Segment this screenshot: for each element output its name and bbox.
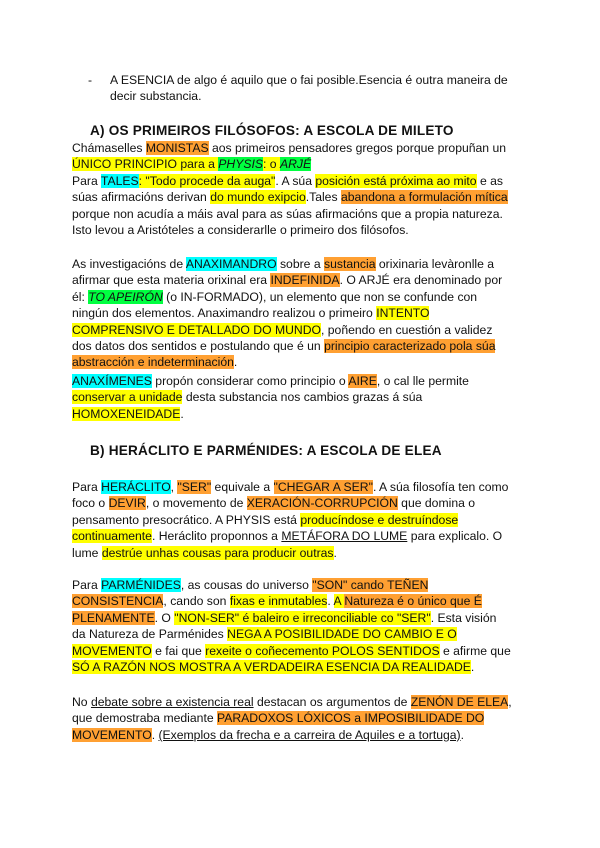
text-run: .: [180, 406, 184, 421]
text-run: .: [470, 660, 475, 675]
text-run: sobre a: [276, 257, 325, 271]
text-run: , as cousas do universo: [180, 578, 313, 592]
highlighted-text: SÓ A RAZÓN NOS MOSTRA A VERDADEIRA ESENCIA DA REALIDADE: [72, 660, 471, 675]
text-run: . A súa: [275, 173, 316, 188]
section-a-heading: A) OS PRIMEIROS FILÓSOFOS: A ESCOLA DE MILETO: [90, 123, 454, 138]
text-run: As investigacións de: [72, 257, 186, 271]
text-run: porque non acudía a máis aval para as súas afirmacións que a propia natureza. Isto levou a Aristóteles a considerarlle o primeiro dos filósofos.: [72, 206, 503, 238]
highlighted-text: AIRE: [348, 374, 377, 388]
highlighted-text: INDEFINIDA: [270, 273, 340, 288]
text-run: . O: [154, 610, 175, 625]
text-run: .Tales: [305, 190, 341, 205]
highlighted-text: PARADOXOS LÓXICOS a IMPOSIBILIDADE DO MOVEMENTO: [72, 711, 485, 742]
text-run: . O ARJÉ era denominado por él:: [72, 273, 503, 304]
text-run: Para: [72, 480, 102, 494]
text-run: ,: [170, 480, 178, 494]
text-run: Chámaselles: [72, 141, 146, 155]
text-run: . Heráclito proponnos a: [151, 529, 282, 544]
text-run: aos primeiros pensadores gregos porque propuñan un: [208, 141, 507, 155]
highlighted-text: : "Todo procede da auga": [138, 173, 276, 188]
text-run: , cando son: [163, 594, 230, 609]
text-run: No: [72, 695, 91, 709]
highlighted-text: "CHEGAR A SER": [273, 480, 373, 494]
highlighted-text: TO APEIRÓN: [88, 289, 163, 304]
highlighted-text: TALES: [100, 173, 139, 188]
text-run: orixinaria levàronlle a afirmar que esta materia orixinal era: [72, 257, 495, 288]
highlighted-text: NEGA A POSIBILIDADE DO CAMBIO E O MOVEMENTO: [72, 627, 457, 658]
text-run: METÁFORA DO LUME: [281, 529, 408, 544]
highlighted-text: destrúe unhas cousas para producir outras: [101, 545, 334, 560]
highlighted-text: posición está próxima ao mito: [315, 173, 477, 188]
text-run: .: [151, 727, 159, 742]
bullet-text: A ESENCIA de algo é aquilo que o fai posible.Esencia é outra maneira de decir substancia.: [110, 73, 508, 104]
text-run: debate sobre a existencia real: [90, 695, 254, 709]
highlighted-text: PARMÉNIDES: [101, 578, 181, 592]
highlighted-text: ZENÓN DE ELEA: [410, 695, 509, 709]
section-b-paragraph-2: [72, 577, 512, 675]
highlighted-text: MONISTAS: [145, 141, 209, 155]
highlighted-text: DEVIR: [108, 496, 146, 511]
bullet-dash: -: [88, 73, 93, 87]
text-run: .: [327, 594, 334, 609]
highlighted-text: producíndose e destruíndose continuamente: [72, 512, 459, 544]
section-a-paragraph-1: [72, 140, 512, 238]
highlighted-text: XERACIÓN-CORRUPCIÓN: [246, 496, 398, 511]
text-run: .: [460, 727, 464, 742]
highlighted-text: "NON-SER" é baleiro e irreconciliable co "SER": [174, 610, 431, 625]
text-run: e fai que: [151, 643, 206, 658]
text-run: destacan os argumentos de: [253, 695, 411, 709]
highlighted-text: HOMOXENEIDADE: [72, 406, 181, 421]
section-a-paragraph-3: [72, 373, 512, 422]
text-run: .: [233, 355, 238, 370]
highlighted-text: ARJÉ: [279, 157, 312, 172]
section-b-heading: B) HERÁCLITO E PARMÉNIDES: A ESCOLA DE ELEA: [90, 443, 442, 458]
section-b-paragraph-1: [72, 479, 512, 561]
highlighted-text: rexeite o coñecemento POLOS SENTIDOS: [205, 643, 440, 658]
highlighted-text: HERÁCLITO: [101, 480, 171, 494]
highlighted-text: A: [333, 594, 345, 609]
highlighted-text: principio caracterizado pola súa abstracción e indeterminación: [72, 339, 496, 370]
highlighted-text: PHYSIS: [218, 157, 264, 172]
section-a-paragraph-2: [72, 256, 512, 371]
highlighted-text: sustancia: [324, 257, 376, 271]
highlighted-text: INTENTO COMPRENSIVO E DETALLADO DO MUNDO: [72, 306, 430, 337]
highlighted-text: Natureza é o único que É PLENAMENTE: [72, 594, 482, 625]
text-run: . A súa filosofía ten como foco o: [72, 480, 509, 511]
highlighted-text: fixas e inmutables: [229, 594, 328, 609]
highlighted-text: ÚNICO PRINCIPIO para a: [72, 157, 219, 172]
text-run: desta substancia nos cambios grazas á súa: [182, 390, 423, 405]
highlighted-text: ANAXIMANDRO: [185, 257, 277, 271]
text-run: propón considerar como principio o: [151, 374, 349, 388]
text-run: e afirme que: [439, 643, 511, 658]
highlighted-text: : o: [263, 157, 280, 172]
text-run: para explicalo. O lume: [72, 529, 503, 560]
highlighted-text: do mundo exipcio: [210, 190, 306, 205]
highlighted-text: "SON" cando TEÑEN CONSISTENCIA: [72, 578, 429, 609]
text-run: . Esta visión da Natureza de Parménides: [72, 610, 497, 642]
text-run: que domina o pensamento presocrático. A PHYSIS está: [72, 496, 476, 527]
section-b-paragraph-3: [72, 694, 512, 743]
text-run: (Exemplos da frecha e a carreira de Aquiles e a tortuga): [158, 727, 461, 742]
text-run: e as súas afirmacións derivan: [72, 173, 504, 205]
text-run: , o movemento de: [145, 496, 247, 511]
text-run: , que demostraba mediante: [72, 695, 512, 726]
text-run: equivale a: [211, 480, 274, 494]
text-run: (o IN-FORMADO), un elemento que non se confunde con ningún dos elementos. Anaximandro realizou o primeiro: [72, 289, 478, 321]
highlighted-text: "SER": [177, 480, 212, 494]
text-run: , o cal lle permite: [376, 374, 469, 388]
highlighted-text: conservar a unidade: [72, 390, 183, 405]
text-run: .: [333, 545, 337, 560]
highlighted-text: abandona a formulación mítica: [340, 190, 508, 205]
text-run: , poñendo en cuestión a validez dos datos dos sentidos e postulando que é un: [72, 322, 493, 354]
text-run: Para: [72, 173, 101, 188]
text-run: Para: [72, 578, 102, 592]
highlighted-text: ANAXÍMENES: [72, 374, 152, 388]
bullet-item: [88, 72, 508, 105]
